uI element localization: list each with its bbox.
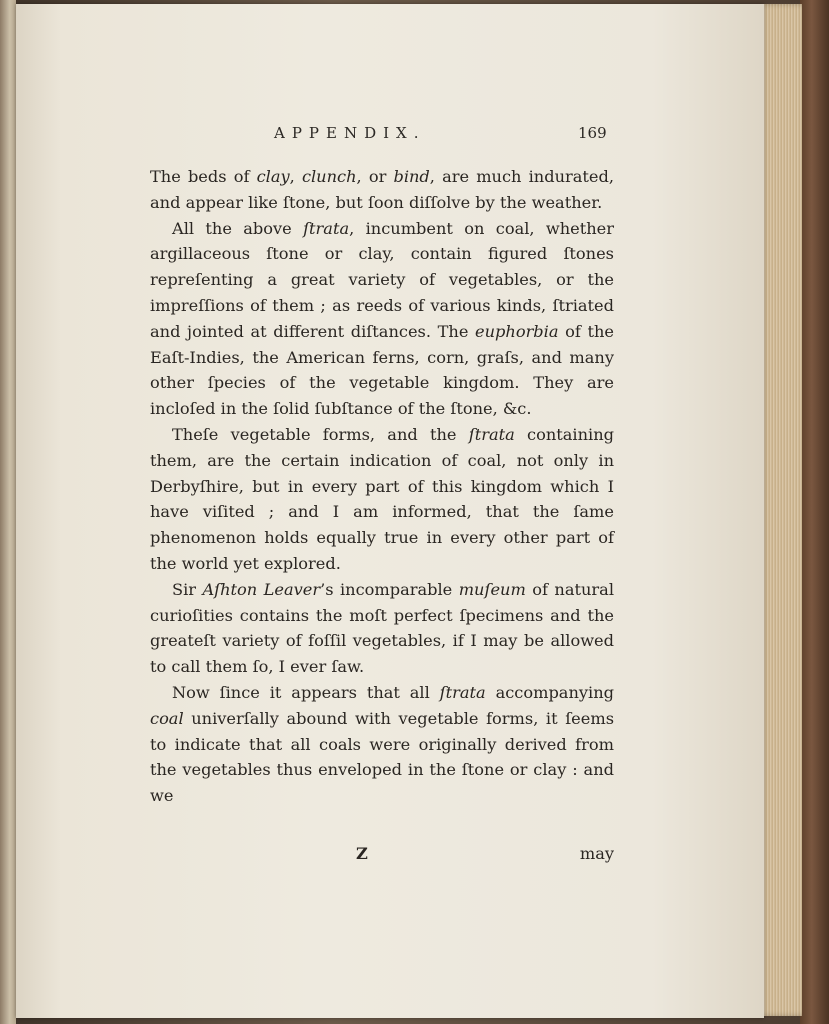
italic-run: coal: [150, 708, 184, 728]
running-head: APPENDIX.: [274, 124, 426, 142]
text-run: Sir: [172, 579, 203, 599]
catchword: may: [579, 844, 614, 863]
italic-run: euphorbia: [475, 321, 559, 341]
text-run: of the Eaſt-Indies, the American ferns, corn, graſs, and many other ſpecies of the vegetable kingdom. They are incloſed in the ſolid ſubſtance of the ſtone, &c.: [150, 321, 614, 419]
italic-run: bind: [393, 167, 430, 186]
text-run: All the above: [172, 218, 304, 238]
text-run: ’s incomparable: [320, 579, 459, 599]
italic-run: ſtrata: [303, 218, 350, 238]
italic-run: Aſhton Leaver: [202, 579, 321, 599]
text-run: of natural curioſities contains the moſt perfect ſpecimens and the greateſt variety of foſſil vegetables, if I may be allowed to call them ſo, I ever ſaw.: [150, 579, 614, 677]
page-number: 169: [578, 124, 607, 142]
italic-run: muſeum: [458, 579, 526, 599]
text-run: ,: [289, 167, 302, 186]
text-run: , incumbent on coal, whether argillaceous ſtone or clay, contain figured ſtones repreſenting a great variety of vegetables, or the impreſſions of them ; as reeds of various kinds, ſtriated and jointed at different diſtances. The: [150, 218, 614, 341]
italic-run: ſtrata: [468, 424, 515, 444]
text-run: The beds of: [150, 167, 257, 186]
page-footer: [150, 844, 614, 870]
italic-run: clunch: [301, 167, 357, 186]
book-cover-edge: [800, 0, 829, 1024]
paragraph: [150, 680, 614, 809]
book-page: [16, 4, 764, 1018]
paragraph: [150, 216, 614, 422]
paragraph: [150, 422, 614, 577]
text-run: containing them, are the certain indication of coal, not only in Derbyſhire, but in every part of this kingdom which I have viſited ; and I am informed, that the ſame phenomenon holds equally true in every other part of the world yet explored.: [150, 424, 614, 573]
signature-mark: Z: [356, 844, 368, 863]
text-run: , or: [356, 167, 394, 186]
text-run: Now ſince it appears that all: [172, 682, 440, 702]
italic-run: ſtrata: [439, 682, 486, 702]
italic-run: clay: [256, 167, 290, 186]
text-run: Theſe vegetable forms, and the: [172, 424, 469, 444]
text-run: , are much indurated, and appear like ſtone, but ſoon diſſolve by the weather.: [150, 167, 614, 212]
facing-page-edge: [0, 0, 16, 1024]
text-run: univerſally abound with vegetable forms, it ſeems to indicate that all coals were originally derived from the vegetables thus enveloped in the ſtone or clay : and we: [150, 708, 614, 806]
paragraph: [150, 577, 614, 680]
text-run: accompanying: [485, 682, 614, 702]
paragraph: [150, 164, 614, 216]
body-text: [150, 164, 614, 809]
